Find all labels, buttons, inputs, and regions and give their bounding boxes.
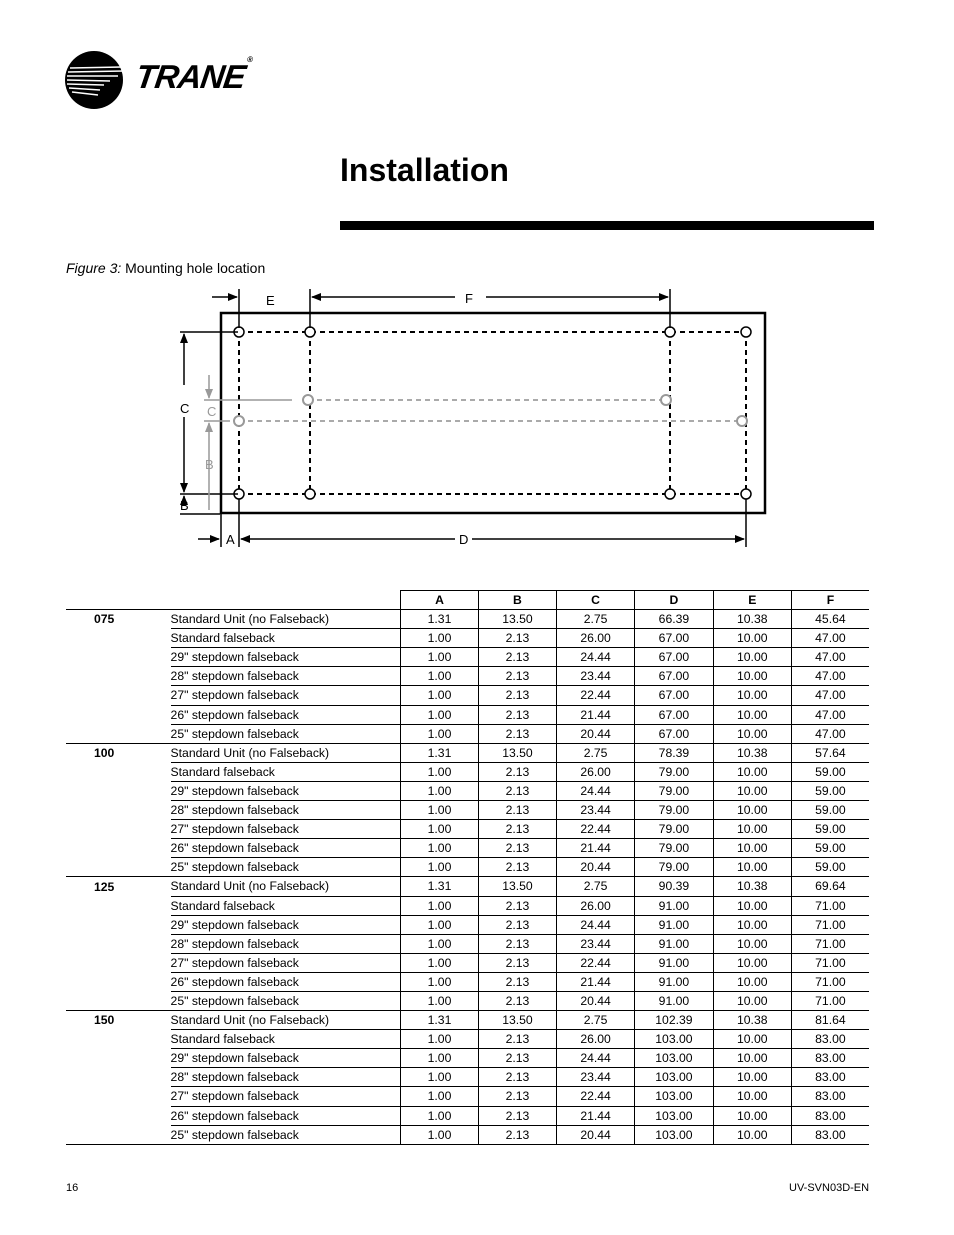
value-cell: 10.00 — [713, 1068, 791, 1087]
value-cell: 20.44 — [557, 991, 635, 1010]
value-cell: 57.64 — [791, 743, 869, 762]
value-cell: 71.00 — [791, 972, 869, 991]
value-cell: 10.38 — [713, 1011, 791, 1030]
value-cell: 23.44 — [557, 1068, 635, 1087]
model-cell — [66, 1030, 171, 1049]
value-cell: 67.00 — [635, 686, 714, 705]
mounting-pattern-black — [239, 332, 746, 494]
model-cell — [66, 934, 171, 953]
value-cell: 59.00 — [791, 781, 869, 800]
value-cell: 47.00 — [791, 648, 869, 667]
table-row — [66, 1049, 869, 1068]
value-cell: 24.44 — [557, 781, 635, 800]
value-cell: 66.39 — [635, 610, 714, 629]
value-cell: 1.00 — [401, 1049, 479, 1068]
value-cell: 22.44 — [557, 1087, 635, 1106]
model-cell — [66, 781, 171, 800]
value-cell: 20.44 — [557, 724, 635, 743]
header-blank — [66, 591, 171, 610]
description-cell: 27" stepdown falseback — [171, 686, 401, 705]
description-cell: Standard falseback — [171, 1030, 401, 1049]
model-cell — [66, 1125, 171, 1144]
value-cell: 71.00 — [791, 991, 869, 1010]
value-cell: 10.38 — [713, 877, 791, 896]
table-row — [66, 629, 869, 648]
value-cell: 13.50 — [478, 743, 556, 762]
model-cell — [66, 762, 171, 781]
figure-caption-text: Mounting hole location — [125, 260, 266, 276]
value-cell: 47.00 — [791, 724, 869, 743]
value-cell: 45.64 — [791, 610, 869, 629]
value-cell: 83.00 — [791, 1125, 869, 1144]
model-cell — [66, 972, 171, 991]
value-cell: 91.00 — [635, 915, 714, 934]
value-cell: 47.00 — [791, 629, 869, 648]
value-cell: 2.13 — [478, 1125, 556, 1144]
value-cell: 81.64 — [791, 1011, 869, 1030]
description-cell: 27" stepdown falseback — [171, 820, 401, 839]
value-cell: 1.00 — [401, 686, 479, 705]
value-cell: 47.00 — [791, 705, 869, 724]
value-cell: 1.00 — [401, 1125, 479, 1144]
value-cell: 2.13 — [478, 972, 556, 991]
table-row — [66, 991, 869, 1010]
table-row — [66, 972, 869, 991]
value-cell: 26.00 — [557, 896, 635, 915]
value-cell: 103.00 — [635, 1049, 714, 1068]
value-cell: 24.44 — [557, 1049, 635, 1068]
table-row — [66, 724, 869, 743]
value-cell: 2.13 — [478, 781, 556, 800]
value-cell: 83.00 — [791, 1087, 869, 1106]
value-cell: 10.00 — [713, 991, 791, 1010]
value-cell: 67.00 — [635, 667, 714, 686]
value-cell: 1.00 — [401, 915, 479, 934]
value-cell: 69.64 — [791, 877, 869, 896]
model-cell: 100 — [66, 743, 171, 762]
table-row — [66, 839, 869, 858]
table-row — [66, 686, 869, 705]
table-row — [66, 781, 869, 800]
value-cell: 23.44 — [557, 667, 635, 686]
description-cell: 26" stepdown falseback — [171, 839, 401, 858]
value-cell: 59.00 — [791, 820, 869, 839]
brand-wordmark: TRANE® — [133, 55, 253, 95]
page-title: Installation — [340, 152, 509, 188]
value-cell: 2.13 — [478, 1087, 556, 1106]
value-cell: 10.00 — [713, 1106, 791, 1125]
dim-label-f: F — [465, 291, 473, 306]
model-cell — [66, 839, 171, 858]
description-cell: Standard Unit (no Falseback) — [171, 610, 401, 629]
value-cell: 1.00 — [401, 934, 479, 953]
value-cell: 91.00 — [635, 896, 714, 915]
value-cell: 20.44 — [557, 858, 635, 877]
value-cell: 103.00 — [635, 1068, 714, 1087]
value-cell: 20.44 — [557, 1125, 635, 1144]
unit-outline — [221, 313, 765, 513]
dim-label-c: C — [180, 401, 190, 416]
model-cell — [66, 991, 171, 1010]
value-cell: 2.13 — [478, 762, 556, 781]
column-header: A — [401, 591, 479, 610]
value-cell: 1.00 — [401, 781, 479, 800]
value-cell: 10.00 — [713, 686, 791, 705]
model-cell — [66, 648, 171, 667]
value-cell: 13.50 — [478, 877, 556, 896]
column-header: D — [635, 591, 714, 610]
value-cell: 1.00 — [401, 858, 479, 877]
value-cell: 1.31 — [401, 1011, 479, 1030]
value-cell: 10.38 — [713, 743, 791, 762]
column-header: B — [478, 591, 556, 610]
table-row — [66, 1125, 869, 1144]
value-cell: 10.00 — [713, 724, 791, 743]
value-cell: 22.44 — [557, 953, 635, 972]
value-cell: 102.39 — [635, 1011, 714, 1030]
dim-label-b-alt: B — [205, 457, 214, 472]
value-cell: 2.13 — [478, 858, 556, 877]
value-cell: 1.00 — [401, 896, 479, 915]
value-cell: 10.00 — [713, 648, 791, 667]
model-cell — [66, 1049, 171, 1068]
description-cell: 25" stepdown falseback — [171, 1125, 401, 1144]
table-row — [66, 934, 869, 953]
model-cell — [66, 705, 171, 724]
description-cell: 29" stepdown falseback — [171, 915, 401, 934]
model-cell — [66, 667, 171, 686]
value-cell: 10.00 — [713, 1087, 791, 1106]
value-cell: 1.00 — [401, 953, 479, 972]
column-header: F — [791, 591, 869, 610]
value-cell: 90.39 — [635, 877, 714, 896]
value-cell: 26.00 — [557, 762, 635, 781]
title-rule — [340, 221, 874, 230]
value-cell: 1.00 — [401, 1087, 479, 1106]
value-cell: 1.31 — [401, 743, 479, 762]
value-cell: 2.75 — [557, 743, 635, 762]
table-row — [66, 896, 869, 915]
value-cell: 1.00 — [401, 839, 479, 858]
description-cell: Standard Unit (no Falseback) — [171, 743, 401, 762]
value-cell: 91.00 — [635, 953, 714, 972]
value-cell: 67.00 — [635, 648, 714, 667]
value-cell: 1.00 — [401, 762, 479, 781]
value-cell: 47.00 — [791, 686, 869, 705]
value-cell: 10.00 — [713, 972, 791, 991]
description-cell: 25" stepdown falseback — [171, 858, 401, 877]
value-cell: 10.00 — [713, 1030, 791, 1049]
model-cell: 075 — [66, 610, 171, 629]
table-header-row — [66, 591, 869, 610]
value-cell: 1.00 — [401, 972, 479, 991]
model-cell — [66, 820, 171, 839]
description-cell: Standard Unit (no Falseback) — [171, 1011, 401, 1030]
column-header: E — [713, 591, 791, 610]
model-cell: 150 — [66, 1011, 171, 1030]
value-cell: 47.00 — [791, 667, 869, 686]
value-cell: 1.00 — [401, 705, 479, 724]
model-cell — [66, 1087, 171, 1106]
table-row — [66, 762, 869, 781]
value-cell: 2.13 — [478, 839, 556, 858]
value-cell: 10.00 — [713, 915, 791, 934]
value-cell: 10.00 — [713, 1049, 791, 1068]
description-cell: 28" stepdown falseback — [171, 1068, 401, 1087]
value-cell: 1.00 — [401, 820, 479, 839]
description-cell: 29" stepdown falseback — [171, 648, 401, 667]
model-cell — [66, 1068, 171, 1087]
value-cell: 71.00 — [791, 915, 869, 934]
value-cell: 22.44 — [557, 686, 635, 705]
value-cell: 103.00 — [635, 1106, 714, 1125]
value-cell: 2.13 — [478, 820, 556, 839]
value-cell: 67.00 — [635, 724, 714, 743]
value-cell: 1.31 — [401, 877, 479, 896]
value-cell: 59.00 — [791, 858, 869, 877]
description-cell: 25" stepdown falseback — [171, 991, 401, 1010]
model-cell — [66, 858, 171, 877]
description-cell: 25" stepdown falseback — [171, 724, 401, 743]
value-cell: 2.13 — [478, 686, 556, 705]
table-row — [66, 1030, 869, 1049]
table-row — [66, 1106, 869, 1125]
value-cell: 2.13 — [478, 915, 556, 934]
value-cell: 91.00 — [635, 934, 714, 953]
value-cell: 2.13 — [478, 648, 556, 667]
value-cell: 67.00 — [635, 629, 714, 648]
description-cell: 26" stepdown falseback — [171, 705, 401, 724]
table-row — [66, 1011, 869, 1030]
model-cell — [66, 896, 171, 915]
table-row — [66, 705, 869, 724]
table-row — [66, 648, 869, 667]
mounting-dimension-table — [66, 590, 869, 1145]
value-cell: 21.44 — [557, 972, 635, 991]
value-cell: 83.00 — [791, 1030, 869, 1049]
description-cell: Standard falseback — [171, 762, 401, 781]
table-row — [66, 801, 869, 820]
value-cell: 10.00 — [713, 896, 791, 915]
value-cell: 71.00 — [791, 896, 869, 915]
figure-number: Figure 3: — [66, 260, 122, 276]
value-cell: 2.13 — [478, 953, 556, 972]
value-cell: 10.00 — [713, 820, 791, 839]
table-row — [66, 667, 869, 686]
header-blank — [171, 591, 401, 610]
value-cell: 83.00 — [791, 1068, 869, 1087]
table-row — [66, 915, 869, 934]
mounting-holes — [234, 327, 751, 499]
value-cell: 10.00 — [713, 801, 791, 820]
value-cell: 103.00 — [635, 1087, 714, 1106]
value-cell: 79.00 — [635, 858, 714, 877]
value-cell: 91.00 — [635, 972, 714, 991]
model-cell: 125 — [66, 877, 171, 896]
value-cell: 2.75 — [557, 1011, 635, 1030]
table-row — [66, 610, 869, 629]
value-cell: 79.00 — [635, 781, 714, 800]
value-cell: 1.00 — [401, 629, 479, 648]
value-cell: 2.13 — [478, 1049, 556, 1068]
value-cell: 59.00 — [791, 839, 869, 858]
value-cell: 71.00 — [791, 953, 869, 972]
value-cell: 78.39 — [635, 743, 714, 762]
table-row — [66, 820, 869, 839]
value-cell: 67.00 — [635, 705, 714, 724]
model-cell — [66, 724, 171, 743]
dim-label-b: B — [180, 498, 189, 513]
figure-caption — [66, 260, 265, 276]
value-cell: 10.00 — [713, 629, 791, 648]
value-cell: 22.44 — [557, 820, 635, 839]
table-row — [66, 1068, 869, 1087]
value-cell: 79.00 — [635, 801, 714, 820]
value-cell: 23.44 — [557, 934, 635, 953]
value-cell: 10.00 — [713, 839, 791, 858]
value-cell: 10.00 — [713, 667, 791, 686]
model-cell — [66, 686, 171, 705]
value-cell: 1.00 — [401, 991, 479, 1010]
value-cell: 1.31 — [401, 610, 479, 629]
value-cell: 1.00 — [401, 1030, 479, 1049]
table-row — [66, 743, 869, 762]
value-cell: 103.00 — [635, 1030, 714, 1049]
description-cell: Standard falseback — [171, 629, 401, 648]
value-cell: 26.00 — [557, 1030, 635, 1049]
value-cell: 10.00 — [713, 1125, 791, 1144]
value-cell: 13.50 — [478, 610, 556, 629]
model-cell — [66, 915, 171, 934]
value-cell: 1.00 — [401, 648, 479, 667]
value-cell: 10.00 — [713, 934, 791, 953]
dim-label-d: D — [459, 532, 469, 547]
document-id: UV-SVN03D-EN — [789, 1182, 870, 1194]
value-cell: 1.00 — [401, 667, 479, 686]
dim-label-e: E — [266, 293, 275, 308]
value-cell: 10.00 — [713, 858, 791, 877]
table-row — [66, 1087, 869, 1106]
model-cell — [66, 801, 171, 820]
value-cell: 2.13 — [478, 896, 556, 915]
description-cell: 28" stepdown falseback — [171, 667, 401, 686]
model-cell — [66, 629, 171, 648]
description-cell: 28" stepdown falseback — [171, 934, 401, 953]
value-cell: 1.00 — [401, 801, 479, 820]
dim-label-a: A — [226, 532, 235, 547]
value-cell: 2.13 — [478, 724, 556, 743]
value-cell: 2.13 — [478, 667, 556, 686]
value-cell: 21.44 — [557, 705, 635, 724]
value-cell: 59.00 — [791, 762, 869, 781]
description-cell: 29" stepdown falseback — [171, 1049, 401, 1068]
value-cell: 2.75 — [557, 877, 635, 896]
value-cell: 83.00 — [791, 1049, 869, 1068]
value-cell: 71.00 — [791, 934, 869, 953]
dim-label-c-alt: C — [207, 404, 217, 419]
column-header: C — [557, 591, 635, 610]
description-cell: 26" stepdown falseback — [171, 1106, 401, 1125]
value-cell: 2.13 — [478, 801, 556, 820]
value-cell: 21.44 — [557, 1106, 635, 1125]
value-cell: 2.75 — [557, 610, 635, 629]
value-cell: 91.00 — [635, 991, 714, 1010]
value-cell: 2.13 — [478, 991, 556, 1010]
value-cell: 1.00 — [401, 1106, 479, 1125]
value-cell: 2.13 — [478, 934, 556, 953]
value-cell: 2.13 — [478, 1106, 556, 1125]
description-cell: 26" stepdown falseback — [171, 972, 401, 991]
value-cell: 2.13 — [478, 629, 556, 648]
model-cell — [66, 1106, 171, 1125]
value-cell: 2.13 — [478, 705, 556, 724]
value-cell: 79.00 — [635, 839, 714, 858]
description-cell: Standard Unit (no Falseback) — [171, 877, 401, 896]
value-cell: 24.44 — [557, 648, 635, 667]
description-cell: 27" stepdown falseback — [171, 1087, 401, 1106]
description-cell: 29" stepdown falseback — [171, 781, 401, 800]
value-cell: 21.44 — [557, 839, 635, 858]
value-cell: 59.00 — [791, 801, 869, 820]
value-cell: 2.13 — [478, 1030, 556, 1049]
value-cell: 103.00 — [635, 1125, 714, 1144]
value-cell: 10.38 — [713, 610, 791, 629]
table-row — [66, 877, 869, 896]
value-cell: 79.00 — [635, 762, 714, 781]
table-row — [66, 858, 869, 877]
value-cell: 1.00 — [401, 1068, 479, 1087]
value-cell: 24.44 — [557, 915, 635, 934]
value-cell: 1.00 — [401, 724, 479, 743]
value-cell: 10.00 — [713, 705, 791, 724]
value-cell: 26.00 — [557, 629, 635, 648]
value-cell: 10.00 — [713, 762, 791, 781]
page-number: 16 — [66, 1182, 79, 1194]
value-cell: 10.00 — [713, 781, 791, 800]
mounting-hole-diagram — [170, 285, 780, 555]
model-cell — [66, 953, 171, 972]
description-cell: Standard falseback — [171, 896, 401, 915]
value-cell: 79.00 — [635, 820, 714, 839]
value-cell: 83.00 — [791, 1106, 869, 1125]
table-row — [66, 953, 869, 972]
value-cell: 23.44 — [557, 801, 635, 820]
value-cell: 2.13 — [478, 1068, 556, 1087]
value-cell: 13.50 — [478, 1011, 556, 1030]
value-cell: 10.00 — [713, 953, 791, 972]
description-cell: 27" stepdown falseback — [171, 953, 401, 972]
description-cell: 28" stepdown falseback — [171, 801, 401, 820]
